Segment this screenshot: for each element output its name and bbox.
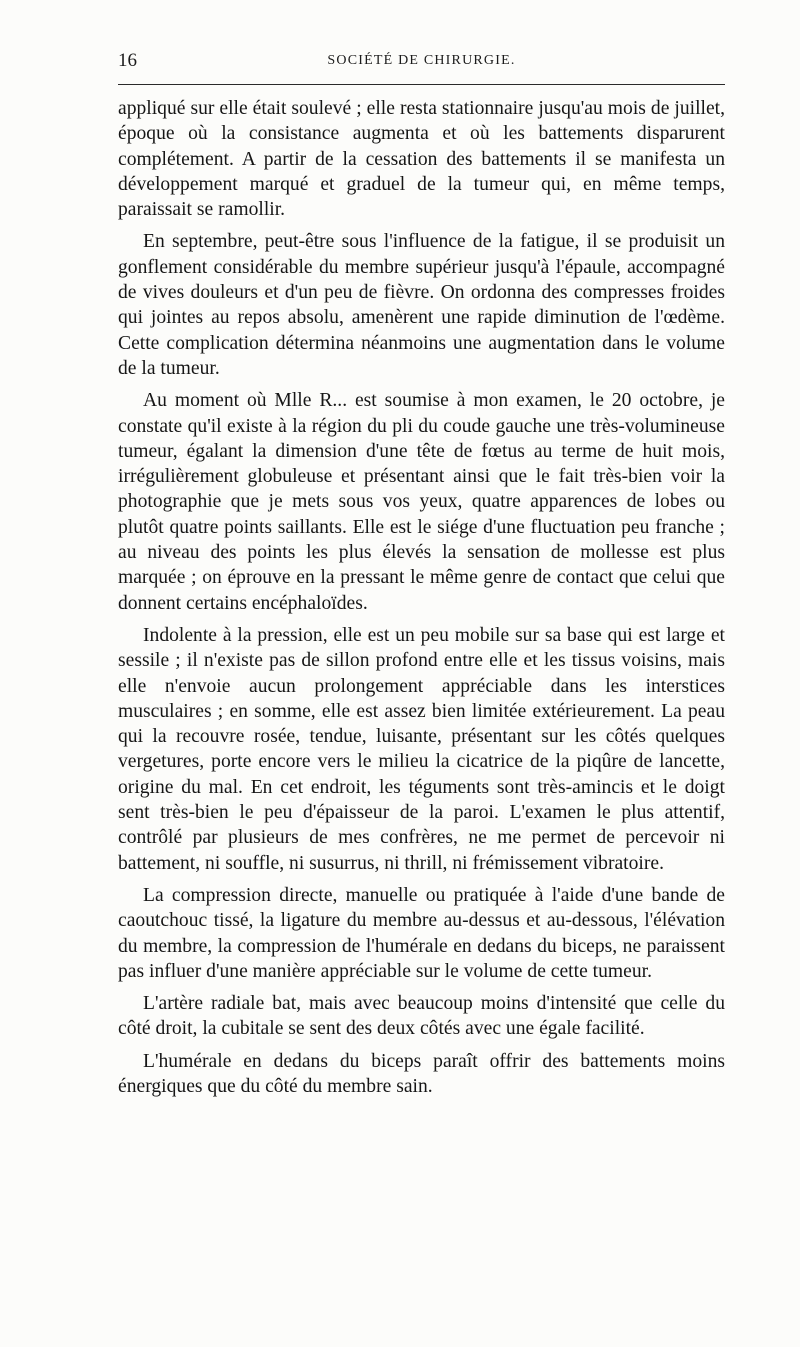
paragraph-5: La compression directe, manuelle ou pratiquée à l'aide d'une bande de caoutchouc tissé, la ligature du membre au-dessus et au-dessous, l'élévation du membre, la compression de l'humérale en dedans du biceps, ne paraissent pas influer d'une manière appréciable sur le volume de cette tumeur. xyxy=(118,884,725,982)
paragraph-2: En septembre, peut-être sous l'influence de la fatigue, il se produisit un gonflement considérable du membre supérieur jusqu'à l'épaule, accompagné de vives douleurs et d'un peu de fièvre. On ordonna des compresses froides qui jointes au repos absolu, amenèrent une rapide diminution de l'œdème. Cette complication détermina néanmoins une augmentation dans le volume de la tumeur. xyxy=(118,231,725,379)
paragraph-7: L'humérale en dedans du biceps paraît offrir des battements moins énergiques que du côté du membre sain. xyxy=(118,1050,725,1097)
page-number: 16 xyxy=(118,50,137,71)
paragraph-3: Au moment où Mlle R... est soumise à mon examen, le 20 octobre, je constate qu'il existe à la région du pli du coude gauche une très-volumineuse tumeur, égalant la dimension d'une tête de fœtus au terme de huit mois, irrégulièrement globuleuse et présentant ainsi que le fait très-bien voir la photographie que je mets sous vos yeux, quatre apparences de lobes ou plutôt quatre points saillants. Elle est le siége d'une fluctuation peu franche ; au niveau des points les plus élevés la sensation de mollesse est plus marquée ; on éprouve en la pressant le même genre de contact que celui que donnent certains encéphaloïdes. xyxy=(118,390,725,614)
paragraph-4: Indolente à la pression, elle est un peu mobile sur sa base qui est large et sessile ; il n'existe pas de sillon profond entre elle et les tissus voisins, mais elle n'envoie aucun prolongement appréciable dans les interstices musculaires ; en somme, elle est assez bien limitée extérieurement. La peau qui la recouvre rosée, tendue, luisante, présentant sur les côtés quelques vergetures, porte encore vers le milieu la cicatrice de la piqûre de lancette, origine du mal. En cet endroit, les téguments sont très-amincis et le doigt sent très-bien le peu d'épaisseur de la paroi. L'examen le plus attentif, contrôlé par plusieurs de mes confrères, ne me permet de percevoir ni battement, ni souffle, ni susurrus, ni thrill, ni frémissement vibratoire. xyxy=(118,624,725,874)
paragraph-6: L'artère radiale bat, mais avec beaucoup moins d'intensité que celle du côté droit, la cubitale se sent des deux côtés avec une égale facilité. xyxy=(118,993,725,1040)
page-header xyxy=(118,50,725,74)
paragraph-1: appliqué sur elle était soulevé ; elle resta stationnaire jusqu'au mois de juillet, époque où la consistance augmenta et où les battements disparurent complétement. A partir de la cessation des battements il se manifesta un développement marqué et graduel de la tumeur qui, en même temps, paraissait se ramollir. xyxy=(118,98,725,221)
header-rule xyxy=(118,84,725,85)
body-text xyxy=(118,96,725,1106)
running-title: SOCIÉTÉ DE CHIRURGIE. xyxy=(327,53,516,68)
